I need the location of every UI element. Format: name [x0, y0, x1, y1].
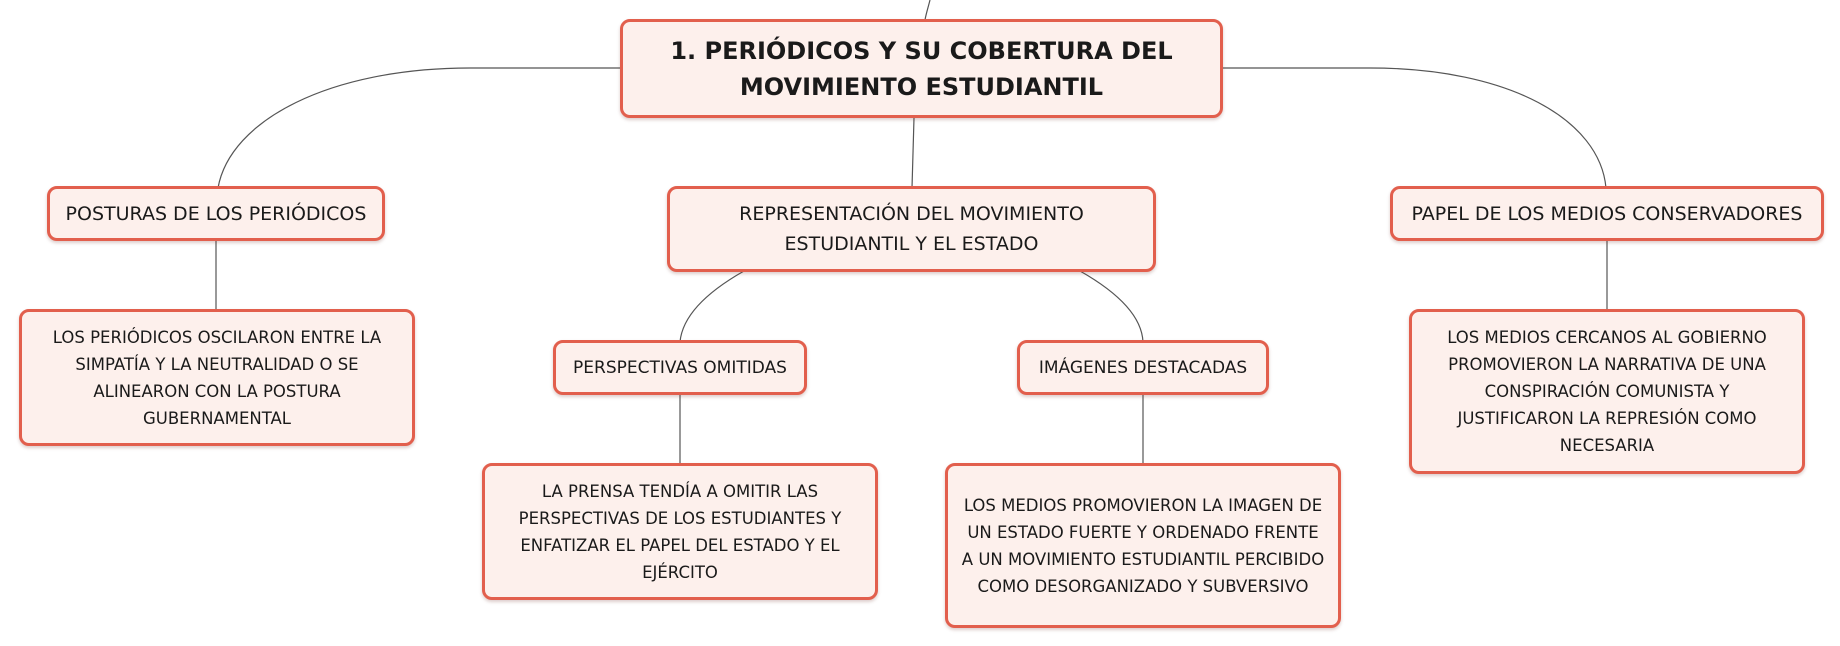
topic-posturas-periodicos[interactable] [47, 186, 385, 241]
detail-text: LA PRENSA TENDÍA A OMITIR LAS PERSPECTIVAS DE LOS ESTUDIANTES Y ENFATIZAR EL PAPEL DEL ESTADO Y EL EJÉRCITO [518, 481, 842, 582]
connector-representacion-to-perspectivas [680, 271, 744, 342]
subtopic-imagenes-destacadas[interactable] [1017, 340, 1269, 395]
topic-label: REPRESENTACIÓN DEL MOVIMIENTO ESTUDIANTIL Y EL ESTADO [739, 203, 1084, 255]
connector-root-to-representacion [912, 118, 914, 188]
detail-text: LOS MEDIOS PROMOVIERON LA IMAGEN DE UN ESTADO FUERTE Y ORDENADO FRENTE A UN MOVIMIENTO ESTUDIANTIL PERCIBIDO COMO DESORGANIZADO Y SUBVERSIVO [961, 495, 1325, 596]
subtopic-label: PERSPECTIVAS OMITIDAS [573, 357, 787, 378]
topic-label: POSTURAS DE LOS PERIÓDICOS [65, 202, 367, 225]
topic-papel-medios-conservadores[interactable] [1390, 186, 1824, 241]
detail-papel-medios-conservadores[interactable] [1409, 309, 1805, 474]
detail-text: LOS PERIÓDICOS OSCILARON ENTRE LA SIMPATÍA Y LA NEUTRALIDAD O SE ALINEARON CON LA POSTURA GUBERNAMENTAL [52, 327, 382, 428]
detail-perspectivas-omitidas[interactable] [482, 463, 878, 600]
detail-imagenes-destacadas[interactable] [945, 463, 1341, 628]
topic-label: PAPEL DE LOS MEDIOS CONSERVADORES [1411, 202, 1803, 225]
root-topic-label: 1. PERIÓDICOS Y SU COBERTURA DEL MOVIMIENTO ESTUDIANTIL [670, 36, 1173, 101]
connector-root-to-posturas [218, 68, 621, 188]
connector-root-to-papel [1222, 68, 1606, 188]
connector-parent-to-root [925, 0, 930, 20]
subtopic-label: IMÁGENES DESTACADAS [1038, 357, 1248, 378]
subtopic-perspectivas-omitidas[interactable] [553, 340, 807, 395]
topic-representacion-movimiento[interactable] [667, 186, 1156, 272]
connector-representacion-to-imagenes [1080, 271, 1143, 342]
detail-posturas-periodicos[interactable] [19, 309, 415, 446]
detail-text: LOS MEDIOS CERCANOS AL GOBIERNO PROMOVIERON LA NARRATIVA DE UNA CONSPIRACIÓN COMUNISTA Y JUSTIFICARON LA REPRESIÓN COMO NECESARIA [1447, 328, 1767, 455]
root-topic[interactable] [620, 19, 1223, 118]
